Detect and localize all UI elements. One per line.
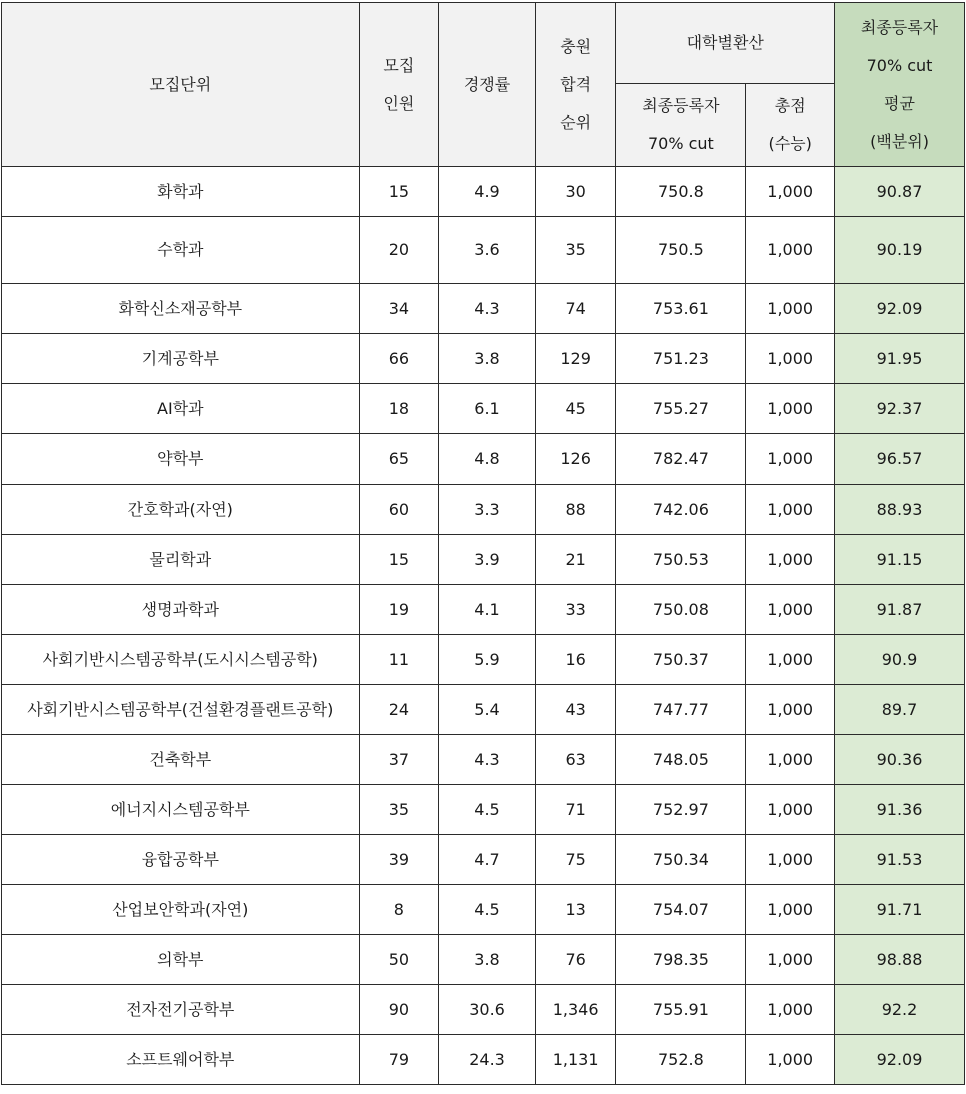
header-quota: 모집 인원 — [359, 3, 439, 167]
cell-cut70-score: 782.47 — [616, 434, 746, 485]
cell-cut70-score: 752.8 — [616, 1035, 746, 1085]
cell-name: 산업보안학과(자연) — [2, 885, 360, 935]
cell-total-score: 1,000 — [746, 1035, 835, 1085]
cell-competition-rate: 30.6 — [439, 985, 536, 1035]
cell-name: 약학부 — [2, 434, 360, 485]
cell-competition-rate: 4.9 — [439, 167, 536, 217]
cell-cut70-score: 751.23 — [616, 334, 746, 384]
cell-quota: 79 — [359, 1035, 439, 1085]
cell-name: 의학부 — [2, 935, 360, 985]
cell-competition-rate: 4.1 — [439, 585, 536, 635]
cell-waitlist-rank: 30 — [535, 167, 616, 217]
table-row — [2, 835, 965, 885]
cell-total-score: 1,000 — [746, 284, 835, 334]
table-row — [2, 535, 965, 585]
cell-total-score: 1,000 — [746, 985, 835, 1035]
cell-quota: 8 — [359, 885, 439, 935]
table-row — [2, 167, 965, 217]
cell-total-score: 1,000 — [746, 217, 835, 284]
cell-name: 화학신소재공학부 — [2, 284, 360, 334]
cell-quota: 18 — [359, 384, 439, 434]
cell-cut70-score: 748.05 — [616, 735, 746, 785]
table-row — [2, 1035, 965, 1085]
cell-cut70-score: 754.07 — [616, 885, 746, 935]
cell-name: 전자전기공학부 — [2, 985, 360, 1035]
table-row — [2, 334, 965, 384]
cell-waitlist-rank: 35 — [535, 217, 616, 284]
table-row — [2, 885, 965, 935]
cell-name: AI학과 — [2, 384, 360, 434]
cell-cut70-score: 750.53 — [616, 535, 746, 585]
cell-competition-rate: 3.9 — [439, 535, 536, 585]
cell-name: 수학과 — [2, 217, 360, 284]
cell-name: 기계공학부 — [2, 334, 360, 384]
header-avg: 최종등록자 70% cut 평균 (백분위) — [835, 3, 965, 167]
cell-avg-percentile: 92.09 — [835, 284, 965, 334]
cell-waitlist-rank: 13 — [535, 885, 616, 935]
cell-quota: 39 — [359, 835, 439, 885]
cell-name: 사회기반시스템공학부(도시시스템공학) — [2, 635, 360, 685]
cell-avg-percentile: 89.7 — [835, 685, 965, 735]
cell-waitlist-rank: 88 — [535, 485, 616, 535]
table-row — [2, 384, 965, 434]
table-row — [2, 935, 965, 985]
cell-competition-rate: 4.7 — [439, 835, 536, 885]
cell-avg-percentile: 88.93 — [835, 485, 965, 535]
cell-name: 사회기반시스템공학부(건설환경플랜트공학) — [2, 685, 360, 735]
table-body — [2, 167, 965, 1085]
cell-competition-rate: 4.8 — [439, 434, 536, 485]
cell-total-score: 1,000 — [746, 835, 835, 885]
cell-avg-percentile: 96.57 — [835, 434, 965, 485]
cell-waitlist-rank: 1,131 — [535, 1035, 616, 1085]
table-row — [2, 785, 965, 835]
cell-quota: 65 — [359, 434, 439, 485]
cell-name: 간호학과(자연) — [2, 485, 360, 535]
cell-cut70-score: 750.37 — [616, 635, 746, 685]
cell-quota: 11 — [359, 635, 439, 685]
cell-waitlist-rank: 63 — [535, 735, 616, 785]
cell-avg-percentile: 98.88 — [835, 935, 965, 985]
cell-total-score: 1,000 — [746, 384, 835, 434]
cell-name: 생명과학과 — [2, 585, 360, 635]
cell-quota: 66 — [359, 334, 439, 384]
table-row — [2, 735, 965, 785]
table-row — [2, 985, 965, 1035]
cell-competition-rate: 4.3 — [439, 735, 536, 785]
cell-waitlist-rank: 126 — [535, 434, 616, 485]
cell-total-score: 1,000 — [746, 785, 835, 835]
header-converted: 대학별환산 — [616, 3, 835, 84]
cell-waitlist-rank: 129 — [535, 334, 616, 384]
cell-competition-rate: 5.9 — [439, 635, 536, 685]
cell-competition-rate: 6.1 — [439, 384, 536, 434]
cell-quota: 15 — [359, 535, 439, 585]
cell-total-score: 1,000 — [746, 885, 835, 935]
cell-competition-rate: 4.5 — [439, 885, 536, 935]
cell-waitlist-rank: 43 — [535, 685, 616, 735]
cell-competition-rate: 3.3 — [439, 485, 536, 535]
cell-quota: 20 — [359, 217, 439, 284]
cell-total-score: 1,000 — [746, 485, 835, 535]
cell-waitlist-rank: 74 — [535, 284, 616, 334]
cell-cut70-score: 742.06 — [616, 485, 746, 535]
cell-name: 소프트웨어학부 — [2, 1035, 360, 1085]
cell-total-score: 1,000 — [746, 735, 835, 785]
cell-quota: 19 — [359, 585, 439, 635]
cell-avg-percentile: 90.9 — [835, 635, 965, 685]
cell-waitlist-rank: 76 — [535, 935, 616, 985]
cell-avg-percentile: 90.87 — [835, 167, 965, 217]
header-unit: 모집단위 — [2, 3, 360, 167]
cell-total-score: 1,000 — [746, 635, 835, 685]
cell-cut70-score: 750.8 — [616, 167, 746, 217]
cell-cut70-score: 755.91 — [616, 985, 746, 1035]
cell-avg-percentile: 91.53 — [835, 835, 965, 885]
cell-waitlist-rank: 71 — [535, 785, 616, 835]
cell-avg-percentile: 92.2 — [835, 985, 965, 1035]
cell-name: 융합공학부 — [2, 835, 360, 885]
cell-avg-percentile: 90.19 — [835, 217, 965, 284]
table-row — [2, 635, 965, 685]
cell-quota: 15 — [359, 167, 439, 217]
cell-cut70-score: 750.34 — [616, 835, 746, 885]
cell-cut70-score: 750.08 — [616, 585, 746, 635]
cell-quota: 37 — [359, 735, 439, 785]
cell-cut70-score: 753.61 — [616, 284, 746, 334]
cell-quota: 34 — [359, 284, 439, 334]
cell-total-score: 1,000 — [746, 535, 835, 585]
cell-competition-rate: 5.4 — [439, 685, 536, 735]
cell-waitlist-rank: 16 — [535, 635, 616, 685]
cell-quota: 35 — [359, 785, 439, 835]
table-row — [2, 217, 965, 284]
cell-competition-rate: 4.5 — [439, 785, 536, 835]
admissions-table — [1, 2, 965, 1085]
cell-total-score: 1,000 — [746, 334, 835, 384]
cell-avg-percentile: 90.36 — [835, 735, 965, 785]
table-row — [2, 685, 965, 735]
cell-waitlist-rank: 21 — [535, 535, 616, 585]
cell-quota: 90 — [359, 985, 439, 1035]
cell-total-score: 1,000 — [746, 585, 835, 635]
cell-avg-percentile: 92.09 — [835, 1035, 965, 1085]
header-total: 총점 (수능) — [746, 84, 835, 167]
cell-competition-rate: 3.8 — [439, 935, 536, 985]
cell-quota: 50 — [359, 935, 439, 985]
table-row — [2, 434, 965, 485]
table-header — [2, 3, 965, 167]
cell-quota: 24 — [359, 685, 439, 735]
cell-total-score: 1,000 — [746, 434, 835, 485]
cell-competition-rate: 24.3 — [439, 1035, 536, 1085]
cell-waitlist-rank: 33 — [535, 585, 616, 635]
cell-competition-rate: 4.3 — [439, 284, 536, 334]
cell-avg-percentile: 91.95 — [835, 334, 965, 384]
cell-avg-percentile: 91.36 — [835, 785, 965, 835]
header-cut70: 최종등록자 70% cut — [616, 84, 746, 167]
cell-competition-rate: 3.6 — [439, 217, 536, 284]
cell-avg-percentile: 91.15 — [835, 535, 965, 585]
cell-name: 에너지시스템공학부 — [2, 785, 360, 835]
cell-waitlist-rank: 1,346 — [535, 985, 616, 1035]
cell-avg-percentile: 91.87 — [835, 585, 965, 635]
cell-waitlist-rank: 45 — [535, 384, 616, 434]
cell-waitlist-rank: 75 — [535, 835, 616, 885]
cell-avg-percentile: 91.71 — [835, 885, 965, 935]
cell-cut70-score: 752.97 — [616, 785, 746, 835]
cell-total-score: 1,000 — [746, 167, 835, 217]
cell-total-score: 1,000 — [746, 685, 835, 735]
cell-quota: 60 — [359, 485, 439, 535]
cell-name: 물리학과 — [2, 535, 360, 585]
table-row — [2, 585, 965, 635]
cell-avg-percentile: 92.37 — [835, 384, 965, 434]
cell-cut70-score: 750.5 — [616, 217, 746, 284]
header-rank: 충원 합격 순위 — [535, 3, 616, 167]
cell-cut70-score: 747.77 — [616, 685, 746, 735]
header-competition: 경쟁률 — [439, 3, 536, 167]
cell-name: 화학과 — [2, 167, 360, 217]
cell-cut70-score: 755.27 — [616, 384, 746, 434]
table-row — [2, 284, 965, 334]
table-row — [2, 485, 965, 535]
cell-cut70-score: 798.35 — [616, 935, 746, 985]
cell-name: 건축학부 — [2, 735, 360, 785]
cell-total-score: 1,000 — [746, 935, 835, 985]
cell-competition-rate: 3.8 — [439, 334, 536, 384]
